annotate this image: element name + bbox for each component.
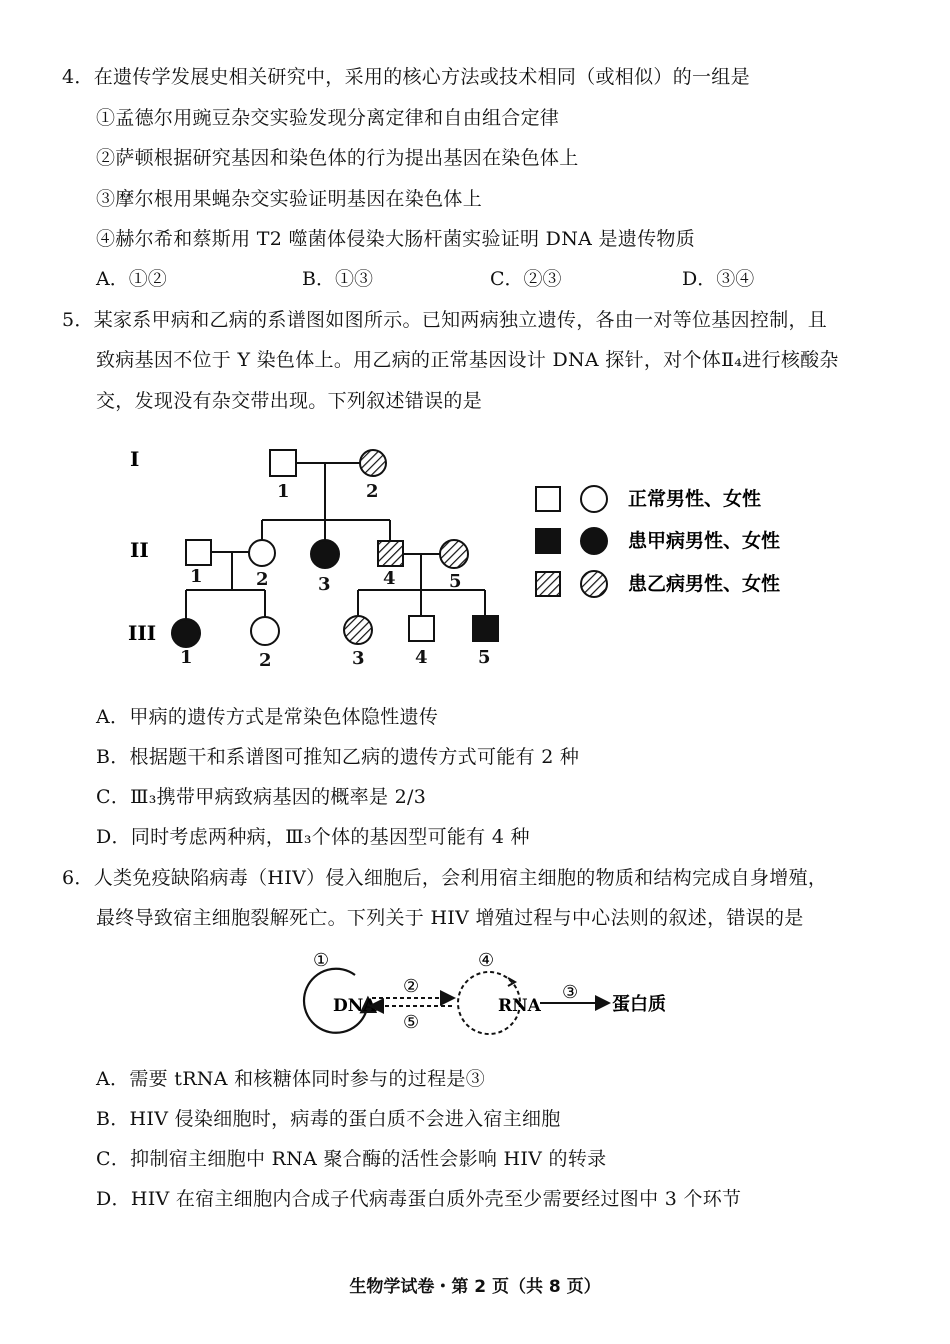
legend-disease-b-male-icon	[536, 572, 560, 596]
pedigree-chart	[0, 430, 950, 690]
III-1-disease-a-female	[172, 619, 200, 647]
III-2-normal-female	[251, 617, 279, 645]
num-III-2: 2	[259, 650, 272, 671]
II-4-disease-b-male	[378, 541, 403, 566]
num-II-2: 2	[256, 569, 269, 590]
q6-option-b: B．HIV 侵染细胞时，病毒的蛋白质不会进入宿主细胞	[96, 1108, 561, 1130]
q6-option-d: D．HIV 在宿主细胞内合成子代病毒蛋白质外壳至少需要经过图中 3 个环节	[96, 1188, 742, 1210]
II-2-normal-female	[249, 540, 275, 566]
num-III-1: 1	[180, 647, 193, 668]
legend-disease-a-label: 患甲病男性、女性	[628, 530, 781, 552]
label-2: ②	[403, 976, 420, 997]
gen-label-2: II	[130, 538, 149, 562]
q5-option-b: B．根据题干和系谱图可推知乙病的遗传方式可能有 2 种	[96, 746, 580, 768]
legend-normal-male-icon	[536, 487, 560, 511]
label-5: ⑤	[403, 1012, 420, 1033]
q5-option-c: C．Ⅲ₃携带甲病致病基因的概率是 2/3	[96, 786, 427, 808]
q4-option-b: B．①③	[302, 268, 373, 290]
num-II-5: 5	[449, 571, 462, 592]
legend-disease-b-label: 患乙病男性、女性	[628, 573, 781, 595]
q4-item-4: ④赫尔希和蔡斯用 T2 噬菌体侵染大肠杆菌实验证明 DNA 是遗传物质	[96, 228, 696, 250]
label-4: ④	[478, 950, 495, 971]
num-III-3: 3	[352, 648, 365, 669]
q6-option-c: C．抑制宿主细胞中 RNA 聚合酶的活性会影响 HIV 的转录	[96, 1148, 607, 1170]
III-3-disease-b-female	[344, 616, 372, 644]
central-dogma-diagram	[0, 940, 950, 1050]
num-III-5: 5	[478, 647, 491, 668]
legend-normal-female-icon	[581, 486, 607, 512]
q6-option-a: A．需要 tRNA 和核糖体同时参与的过程是③	[96, 1068, 485, 1090]
q4-option-c: C．②③	[490, 268, 562, 290]
legend-disease-a-female-icon	[581, 528, 607, 554]
num-II-1: 1	[190, 566, 203, 587]
q5-stem-line-3: 交，发现没有杂交带出现。下列叙述错误的是	[96, 390, 483, 412]
page-footer: 生物学试卷・第 2 页（共 8 页）	[349, 1277, 601, 1297]
II-5-disease-b-female	[440, 540, 468, 568]
rna-label: RNA	[498, 996, 541, 1016]
q4-item-2: ②萨顿根据研究基因和染色体的行为提出基因在染色体上	[96, 147, 579, 169]
label-3: ③	[562, 982, 579, 1003]
II-1-normal-male	[186, 540, 211, 565]
q5-option-a: A．甲病的遗传方式是常染色体隐性遗传	[96, 706, 439, 728]
II-3-disease-a-female	[311, 540, 339, 568]
q4-stem: 4．在遗传学发展史相关研究中，采用的核心方法或技术相同（或相似）的一组是	[62, 66, 750, 88]
protein-label: 蛋白质	[612, 994, 666, 1015]
legend-disease-b-female-icon	[581, 571, 607, 597]
legend-normal-label: 正常男性、女性	[628, 488, 762, 510]
gen-label-3: III	[128, 621, 157, 645]
III-4-normal-male	[409, 616, 434, 641]
num-I-2: 2	[366, 481, 379, 502]
q5-stem-line-1: 5．某家系甲病和乙病的系谱图如图所示。已知两病独立遗传，各由一对等位基因控制，且	[62, 309, 828, 331]
q4-item-1: ①孟德尔用豌豆杂交实验发现分离定律和自由组合定律	[96, 107, 560, 129]
num-II-4: 4	[383, 568, 396, 589]
legend-disease-a-male-icon	[536, 529, 560, 553]
gen-label-1: I	[130, 447, 140, 471]
III-5-disease-a-male	[473, 616, 498, 641]
q6-stem-line-2: 最终导致宿主细胞裂解死亡。下列关于 HIV 增殖过程与中心法则的叙述，错误的是	[96, 907, 804, 929]
dna-label: DNA	[333, 996, 377, 1016]
I-2-disease-b-female	[360, 450, 386, 476]
I-1-normal-male	[270, 450, 296, 476]
num-II-3: 3	[318, 574, 331, 595]
num-I-1: 1	[277, 481, 290, 502]
label-1: ①	[313, 950, 330, 971]
q6-stem-line-1: 6．人类免疫缺陷病毒（HIV）侵入细胞后，会利用宿主细胞的物质和结构完成自身增殖，	[62, 867, 828, 889]
q4-option-a: A．①②	[96, 268, 167, 290]
q5-option-d: D．同时考虑两种病，Ⅲ₃个体的基因型可能有 4 种	[96, 826, 530, 848]
q4-item-3: ③摩尔根用果蝇杂交实验证明基因在染色体上	[96, 188, 483, 210]
q5-stem-line-2: 致病基因不位于 Y 染色体上。用乙病的正常基因设计 DNA 探针，对个体Ⅱ₄进行核酸杂	[96, 349, 839, 371]
pedigree-legend	[536, 486, 780, 597]
q4-option-d: D．③④	[682, 268, 755, 290]
num-III-4: 4	[415, 647, 428, 668]
